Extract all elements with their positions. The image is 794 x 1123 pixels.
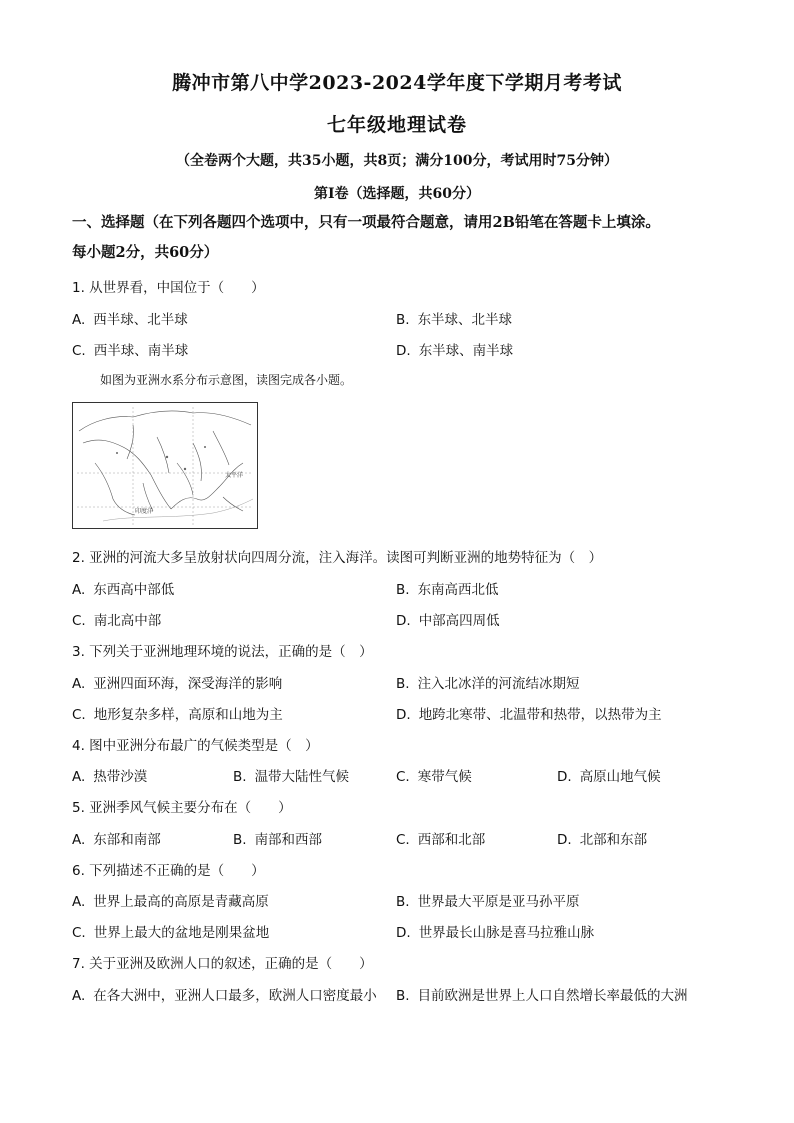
question-3-option-a: A. 亚洲四面环海，深受海洋的影响 [72, 676, 283, 692]
question-3-option-d: D. 地跨北寒带、北温带和热带，以热带为主 [396, 707, 662, 723]
question-6-option-c: C. 世界上最大的盆地是刚果盆地 [72, 925, 270, 941]
question-2-option-c: C. 南北高中部 [72, 613, 162, 629]
question-4-option-d: D. 高原山地气候 [557, 769, 661, 785]
question-4-option-b: B. 温带大陆性气候 [233, 769, 350, 785]
question-2-stem: 2. 亚洲的河流大多呈放射状向四周分流，注入海洋。读图可判断亚洲的地势特征为（ ） [72, 550, 603, 566]
question-1-stem: 1. 从世界看，中国位于（ ） [72, 280, 265, 296]
question-1-option-c: C. 西半球、南半球 [72, 343, 189, 359]
question-7-stem: 7. 关于亚洲及欧洲人口的叙述，正确的是（ ） [72, 956, 373, 972]
question-2-option-d: D. 中部高四周低 [396, 613, 500, 629]
question-7-option-b: B. 目前欧洲是世界上人口自然增长率最低的大洲 [396, 988, 688, 1004]
question-2-option-a: A. 东西高中部低 [72, 582, 175, 598]
map-label-indian: 印度洋 [135, 508, 154, 515]
section-heading-line2: 每小题2分，共60分） [72, 244, 219, 261]
question-6-stem: 6. 下列描述不正确的是（ ） [72, 863, 265, 879]
question-4-option-c: C. 寒带气候 [396, 769, 472, 785]
question-5-option-a: A. 东部和南部 [72, 832, 161, 848]
exam-title: 腾冲市第八中学2023-2024学年度下学期月考考试 [172, 72, 622, 94]
question-6-option-b: B. 世界最大平原是亚马孙平原 [396, 894, 580, 910]
question-7-option-a: A. 在各大洲中，亚洲人口最多，欧洲人口密度最小 [72, 988, 377, 1004]
question-6-option-a: A. 世界上最高的高原是青藏高原 [72, 894, 269, 910]
asia-water-system-map [72, 402, 258, 529]
question-3-option-c: C. 地形复杂多样，高原和山地为主 [72, 707, 283, 723]
question-3-option-b: B. 注入北冰洋的河流结冰期短 [396, 676, 580, 692]
exam-subtitle: 七年级地理试卷 [326, 114, 467, 136]
question-5-stem: 5. 亚洲季风气候主要分布在（ ） [72, 800, 292, 816]
question-5-option-d: D. 北部和东部 [557, 832, 648, 848]
asia-map-drawing [73, 403, 257, 528]
question-1-option-b: B. 东半球、北半球 [396, 312, 513, 328]
question-2-option-b: B. 东南高西北低 [396, 582, 499, 598]
question-4-stem: 4. 图中亚洲分布最广的气候类型是（ ） [72, 738, 319, 754]
question-5-option-c: C. 西部和北部 [396, 832, 486, 848]
map-label-pacific: 太平洋 [225, 472, 244, 479]
question-5-option-b: B. 南部和西部 [233, 832, 323, 848]
section-heading-line1: 一、选择题（在下列各题四个选项中，只有一项最符合题意，请用2B铅笔在答题卡上填涂。 [72, 214, 660, 231]
question-3-stem: 3. 下列关于亚洲地理环境的说法，正确的是（ ） [72, 644, 373, 660]
question-4-option-a: A. 热带沙漠 [72, 769, 148, 785]
exam-info: （全卷两个大题，共35小题，共8页；满分100分，考试用时75分钟） [176, 153, 618, 169]
question-1-option-d: D. 东半球、南半球 [396, 343, 514, 359]
question-1-option-a: A. 西半球、北半球 [72, 312, 188, 328]
part-heading: 第Ⅰ卷（选择题，共60分） [313, 186, 481, 202]
map-intro-text: 如图为亚洲水系分布示意图，读图完成各小题。 [100, 373, 353, 387]
question-6-option-d: D. 世界最长山脉是喜马拉雅山脉 [396, 925, 595, 941]
